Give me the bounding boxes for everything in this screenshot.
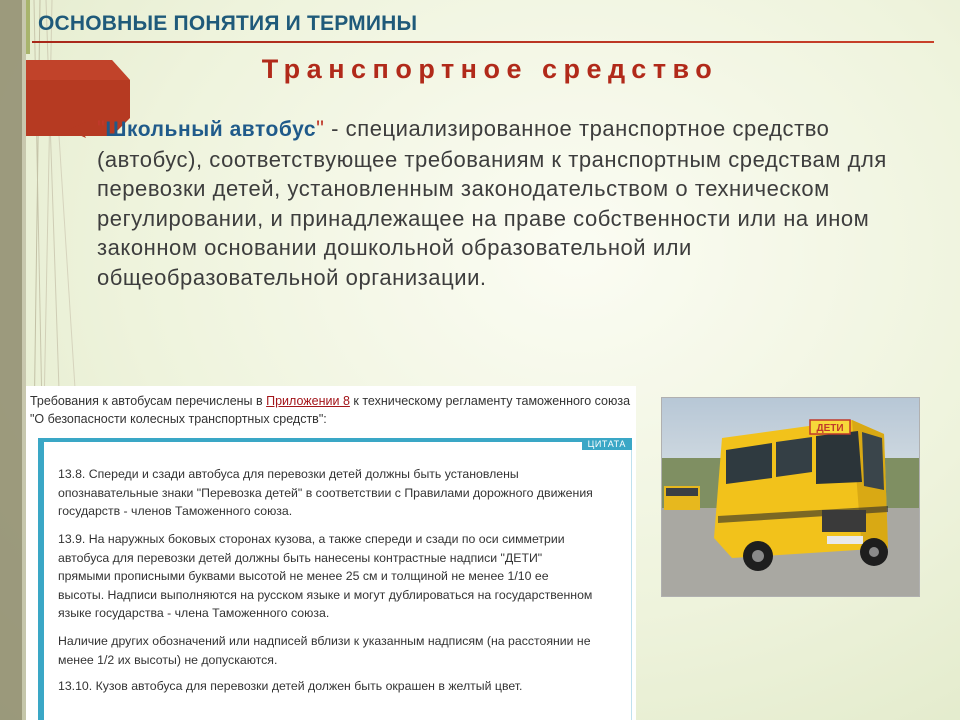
regulation-excerpt: [26, 386, 636, 720]
intro-text-after: к техническому регламенту таможенного союза "О безопасности колесных транспортных средств":: [30, 394, 631, 426]
open-quote: ": [97, 116, 106, 141]
quote-block: [38, 438, 632, 720]
quote-paragraph: 13.10. Кузов автобуса для перевозки детей должен быть окрашен в желтый цвет.: [58, 679, 523, 693]
header-divider: [32, 41, 934, 43]
slide-title: Транспортное средство: [261, 54, 719, 84]
quote-paragraph: Наличие других обозначений или надписей вблизи к указанным надписям (на расстоянии не менее 1/2 их высоты) не допускаются.: [58, 634, 591, 667]
definition-body: - специализированное транспортное средство (автобус), соответствующее требованиям к транспортным средствам для перевозки детей, установленным законодательством о техническом регулировании, и принадлежащее на праве собственности или на ином законном основании дошкольной образовательной или общеобразовательной организации.: [97, 116, 887, 290]
quote-paragraph: 13.8. Спереди и сзади автобуса для перевозки детей должны быть установлены опознавательные знаки "Перевозка детей" в соответствии с Правилами дорожного движения государств - членов Таможенного союза.: [58, 467, 593, 519]
bus-sign-text: ДЕТИ: [816, 423, 844, 434]
school-bus-photo: [661, 397, 920, 597]
defined-term: Школьный автобус: [105, 118, 317, 141]
section-header: ОСНОВНЫЕ ПОНЯТИЯ И ТЕРМИНЫ: [38, 12, 418, 35]
intro-text-before: Требования к автобусам перечислены в: [30, 394, 267, 408]
excerpt-intro: [30, 392, 634, 428]
appendix-link[interactable]: Приложении 8: [266, 394, 350, 408]
arrow-bullet-icon: [68, 120, 96, 140]
quote-paragraph: 13.9. На наружных боковых сторонах кузова, а также спереди и сзади по оси симметрии автобуса для перевозки детей должны быть нанесены контрастные надписи "ДЕТИ" прямыми прописными буквами высотой не менее 25 см и толщиной не менее 1/10 ее высоты. Надписи выполняются на русском языке и могут дублироваться на государственном языке государства - члена Таможенного союза.: [58, 532, 593, 621]
quote-label: ЦИТАТА: [582, 438, 632, 450]
definition-text: [97, 114, 917, 292]
close-quote: ": [316, 116, 325, 141]
